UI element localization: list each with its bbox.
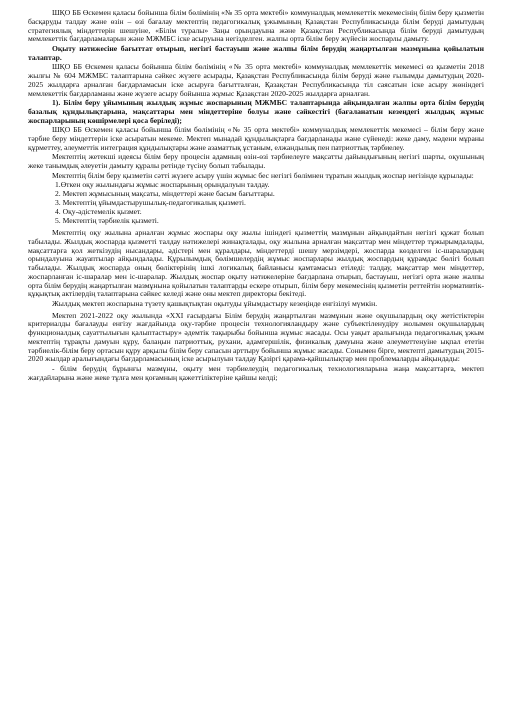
list-item: 3. Мектептің ұйымдастырушылық-педагогикалық қызметі. [55,198,246,208]
paragraph-methodical-theme: Мектеп 2021-2022 оқу жылында «XXI ғасырдағы Білім берудің жаңартылған мазмұнын және оқушылардың оқу жетістіктерін критериалды бағалауды енгізу жағдайында оқу-тәрбие процесін технологияландыру және субъектіленудіру жолымен оқушылардың функционалдық сауаттылығын қалыптастыру» әдемтік тақырыбы бойынша жұмыс жасады. Осы уақыт аралығында педагогикалық ұжым мектептің тұрақты дамуын құру, балаңын патриоттық, рухани, адамгершілік, физикалық дамуына және әлеуметтенуіне ықпал ететін тәрбиелік-білім беру ортасын құру арқылы білім беру сапасын арттыру бойынша жұмыс жасады. Сонымен бірге, мектепті дамытудың 2015-2020 жылдар аралығындағы бағдарламасының іске асырылуын талдау Қазіргі қарама-қайшылықтар мен проблемаларды айқындады: [28,310,484,364]
plan-sections-list [28,181,484,226]
paragraph-regulations: ШҚО ББ Өскемен қаласы бойынша білім бөлімінің «№ 35 орта мектебі» коммуналдық мемлекеттік мекемесі өз қызметін 2018 жылғы № 604 МЖМБС талаптарына сәйкес жүзеге асырады, Қазақстан Республикасында білім беруді және ғылымды дамытудың 2020-2025 жылдарға арналған бағдарламасын іске асыруға бағытталған, Қазақстан Республикасында тіл саясатын іске асыру жөніндегі мемлекеттік бағдарламаны және жүзеге асыру бойынша жұмыс Қазақстан 2020-2025 жылдарға арналған. [28,62,484,98]
section-heading-annual-plan: 1). Білім беру ұйымының жылдық жұмыс жоспарының МЖМБС талаптарында айқындалған жалпы орта білім берудің базалық құндылықтарына, мақсаттары мен міндеттеріне болуы және сәйкестігі (бағаланатын кезеңдегі жылдық жұмыс жоспарларының көшірмелері қоса беріледі); [28,98,484,125]
list-item: 5. Мектептің тәрбиелік қызметі. [55,216,159,226]
list-item: 1.Өткен оқу жылындағы жұмыс жоспарының орындалуын талдау. [55,180,270,190]
dash-list-item: - білім берудің бұрынғы мазмұны, оқыту мен тәрбиелеудің педагогикалық технологияларына жаңа мақсаттарға, мектеп жағдайларына және жеке тұлға мен қоғамның қажеттіліктеріне қайшы келді; [28,364,484,382]
paragraph-intro: ШҚО ББ Өскемен қаласы бойынша білім бөлімінің «№ 35 орта мектебі» коммуналдық мемлекеттік мекемесінің білім беру қызметін басқаруды талдау және өзін – өзі бағалау мектептің педагогикалық ұжымының Қазақстан Республикасында білім беруді дамытудың стратегиялық міндеттерін шешуіне, «Білім туралы» Заңы орындауына және Қазақстан Республикасында білім беруді дамытудың мемлекеттік бағдарламаларын және МЖМБС іске асыруына негізделген. жалпы орта білім беру жүйесін жоспарлы дамыту. [28,8,484,44]
paragraph-school-values: ШҚО ББ Өскемен қаласы бойынша білім бөлімінің «№ 35 орта мектебі» коммуналдық мемлекеттік мекемесі – білім беру және тәрбие беру міндеттерін іске асыратын мекеме. Мектеп мынадай құндылықтарға бағдарланады және сүйенеді: жеке даму, мәдени мұраны құрметтеу, әлеуметтік интеграция құндылықтары және азаматтық ұстаным, елжандылық пен патриоттық тәрбиелеу. [28,125,484,152]
paragraph-plan-structure: Мектептің білім беру қызметін сәтті жүзеге асыру үшін жұмыс бес негізгі бөлімнен тұратын жылдық жоспар негізінде құрылады: [52,170,474,180]
section-heading-requirements: Оқыту нәтижесіне бағыттат отырып, негізгі бастауыш және жалпы білім берудің жаңартылған мазмұнына қойылатын талаптар. [28,43,484,62]
paragraph-annual-plan-description: Мектептің оқу жылына арналған жұмыс жоспары оқу жылы ішіндегі қызметтің мазмұнын айқындайтын негізгі құжат болып табылады. Жылдық жоспарда қызметті талдау нәтижелері жинақталады, оқу жылына арналған мақсаттар мен міндеттер тұжырымдалады, мақсаттарға қол жеткізудің нысандары, әдістері мен құралдары, міндеттерді шешу мерзімдері, жоспарда көзделген іс-шаралардың орындалуына жауаптылар айқындалады. Құрылымдық бөлімшелердің жұмыс жоспарлары жылдық жоспардың құрамдас бөлігі болып табылады. Жылдық жоспарда оның бөліктерінің ішкі логикалық байланысы қамтамасыз етіледі: талдау, мақсаттар мен міндеттер, жоспарланған іс-шаралар мен іс-шаралар. Жылдық жоспар оқыту нәтижелеріне бағдарлана отырып, бастауыш, негізгі орта және жалпы орта білім берудің жаңартылған мазмұнына қойылатын талаптарды ескере отырып, білім беру мекемесінің қызметін реттейтін нормативтік-құқықтық актілердің талаптарына сәйкес келеді және оны мектеп директоры бекітеді. [28,228,484,299]
list-item: 4. Оқу-әдістемелік қызмет. [55,207,142,217]
list-item: 2. Мектеп жұмысының мақсаты, міндеттері және басым бағыттары. [55,189,275,199]
paragraph-distance-learning: Жылдық мектеп жоспарына түзету қашықтықтан оқытуды ұйымдастыру кезеңінде енгізілуі мүмкін. [52,298,378,308]
paragraph-leading-idea: Мектептің жетекші идеясы білім беру процесін адамның өзін-өзі тәрбиелеуге мақсатты дайындығының негізгі шарты, оқушының жеке танымдық әлеуетін дамыту құралы ретінде түсіну болып табылады. [28,152,484,171]
